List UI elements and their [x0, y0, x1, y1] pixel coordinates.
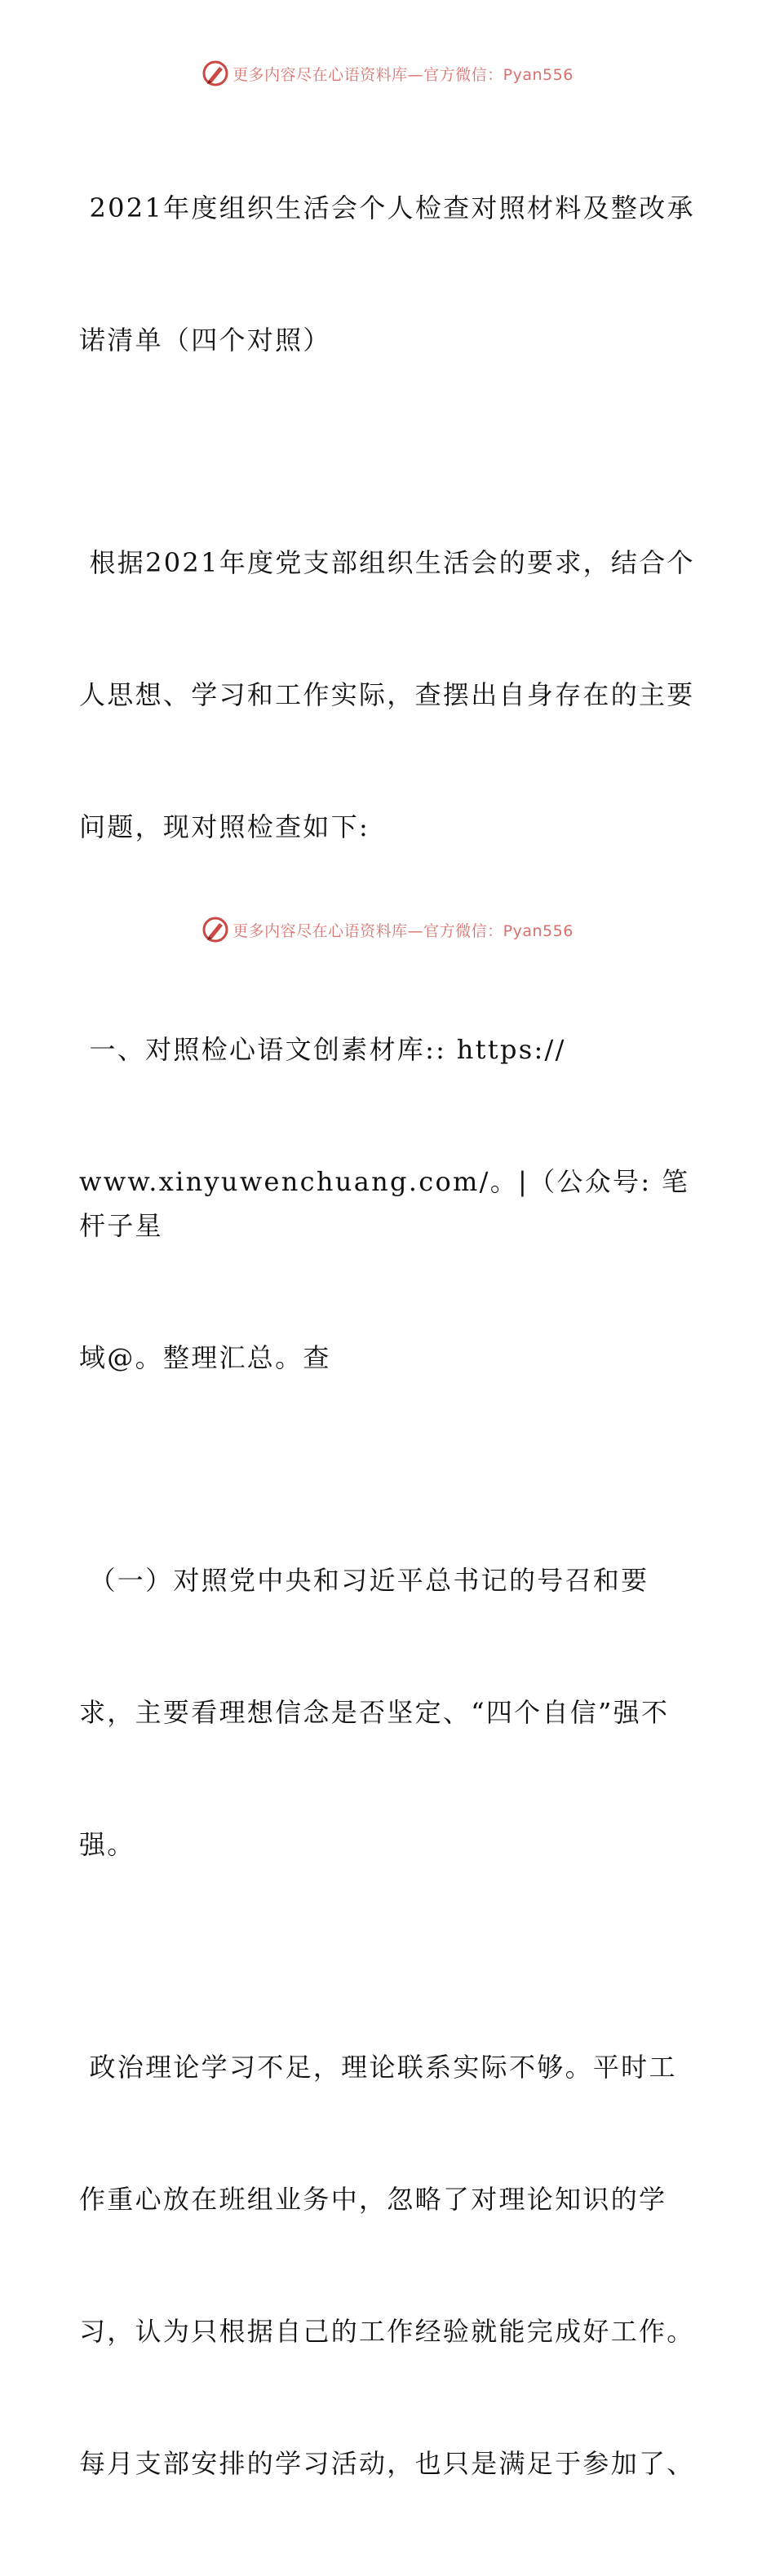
text-line: 诺清单（四个对照） [79, 325, 331, 356]
watermark-header [0, 57, 775, 90]
intro-paragraph [79, 453, 699, 937]
document-body [79, 98, 699, 2576]
watermark-label: 更多内容尽在心语资料库—官方微信： [232, 65, 503, 84]
text-line: 人思想、学习和工作实际，查摆出自身存在的主要 [79, 679, 695, 710]
watermark-account: Pyan556 [503, 65, 574, 84]
text-line: 域@。整理汇总。查 [79, 1342, 331, 1373]
subsection-heading-1 [79, 1470, 699, 1955]
text-line: 作重心放在班组业务中，忽略了对理论知识的学 [79, 2184, 667, 2215]
text-line: 每月支部安排的学习活动，也只是满足于参加了、 [79, 2448, 695, 2479]
text-line: 习，认为只根据自己的工作经验就能完成好工作。 [79, 2316, 695, 2347]
watermark-text [232, 919, 574, 941]
pen-logo-icon [202, 60, 229, 87]
watermark-footer [0, 913, 775, 946]
text-line: 2021年度组织生活会个人检查对照材料及整改承 [79, 192, 695, 223]
document-title [79, 98, 699, 450]
pen-logo-icon [202, 916, 229, 943]
text-line: 政治理论学习不足，理论联系实际不够。平时工 [79, 2052, 677, 2083]
watermark-account: Pyan556 [503, 921, 574, 940]
watermark-text [232, 63, 574, 85]
text-line: 根据2021年度党支部组织生活会的要求，结合个 [79, 547, 695, 578]
text-line: 问题，现对照检查如下: [79, 811, 370, 842]
text-line: （一）对照党中央和习近平总书记的号召和要 [79, 1565, 649, 1596]
text-line: 强。 [79, 1829, 135, 1860]
body-paragraph-1 [79, 1957, 699, 2574]
text-line: 求，主要看理想信念是否坚定、“四个自信”强不 [79, 1697, 670, 1728]
text-line: 一、对照检心语文创素材库:: https:// [79, 1034, 566, 1065]
text-line: www.xinyuwenchuang.com/。|（公众号: 笔杆子星 [79, 1166, 690, 1241]
watermark-label: 更多内容尽在心语资料库—官方微信： [232, 921, 503, 940]
section-heading-1 [79, 939, 699, 1468]
